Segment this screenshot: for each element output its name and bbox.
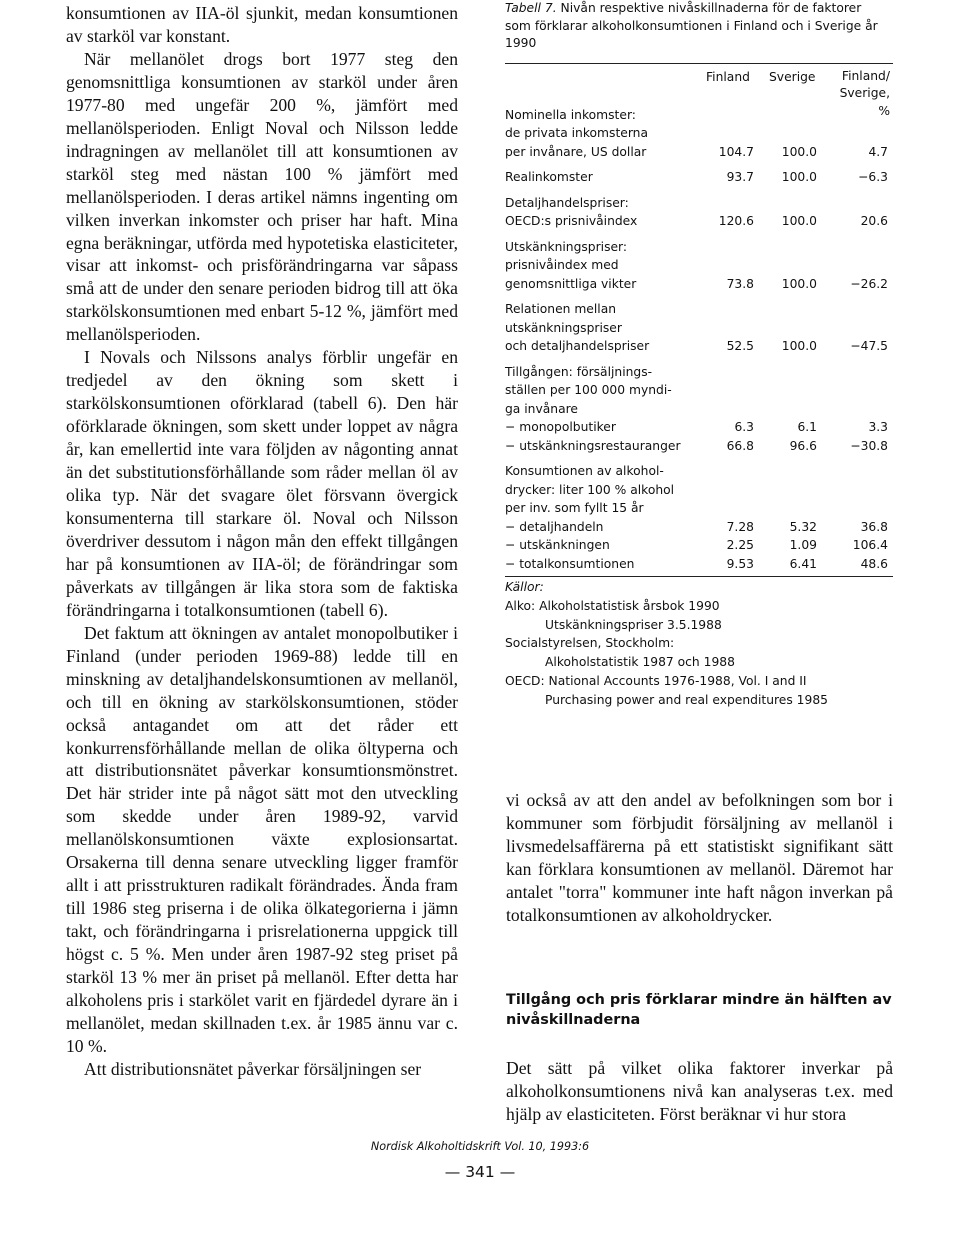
page-number: — 341 — <box>444 1163 516 1181</box>
col-header-finland: Finland <box>706 69 750 84</box>
source-line: OECD: National Accounts 1976-1988, Vol. I and II <box>505 673 807 688</box>
paragraph: konsumtionen av IIA-öl sjunkit, medan konsumtionen av starköl var konstant. <box>66 3 458 46</box>
table-caption <box>505 0 890 53</box>
table-row: − monopolbutiker 6.3 6.1 3.3 <box>505 420 888 435</box>
table-rule <box>505 576 893 577</box>
source-line: Socialstyrelsen, Stockholm: <box>505 636 675 651</box>
source-line: Purchasing power and real expenditures 1985 <box>545 692 828 707</box>
source-line: Alkoholstatistik 1987 och 1988 <box>545 655 735 670</box>
col-header-ratio: Finland/ Sverige, % <box>839 68 890 118</box>
table-row: Konsumtionen av alkohol- drycker: liter 100 % alkohol per inv. som fyllt 15 år <box>505 464 675 516</box>
table-row: Detaljhandelspriser: OECD:s prisnivåindex 120.6 100.0 20.6 <box>505 195 888 229</box>
right-column-lower <box>506 1057 893 1126</box>
paragraph: När mellanölet drogs bort 1977 steg den genomsnittliga konsumtionen av starköl under åren 1977-80 med ungefär 200 %, jämfört med mellanölsperioden. Enligt Noval och Nilsson ledde indragningen av mellanölet till att konsumtionen av starköl steg med nästan 100 % jämfört med mellanölsperioden. I deras artikel nämns ingenting om vilken inverkan inkomster och priser har haft. Mina egna beräkningar, utförda med hypotetiska elasticiteter, visar att inkomst- och prisförändringarna var såpass små att de under den senare perioden bidrog till att öka starkölskonsumtionen med enbart 5-12 %, jämfört med mellanölsperioden. <box>66 48 458 345</box>
paragraph: vi också av att den andel av befolkningen som bor i kommuner som förbjudit försäljning av mellanöl i livsmedelsaffärerna på ett statistiskt signifikant sätt kan förklara konsumtionen av mellanöl. Däremot har antalet "torra" kommuner inte haft någon inverkan på totalkonsumtionen av alkoholdrycker. <box>506 790 893 925</box>
source-line: Alko: Alkoholstatistisk årsbok 1990 <box>505 598 720 613</box>
paragraph: Att distributionsnätet påverkar försäljningen ser <box>84 1058 422 1079</box>
table-row: − totalkonsumtionen 9.53 6.41 48.6 <box>505 556 888 571</box>
paragraph: I Novals och Nilssons analys förblir ungefär en tredjedel av den ökning som skett i starkölskonsumtionen oförklarad (tabell 6). Den här oförklarade ökningen, som skett under loppet av några år, kan emellertid inte vara följden av någonting annat än det substitutionsförhållande som råder mellan öl av olika typ. När det svagare ölet försvann övergick konsumenterna till starkare öl. Noval och Nilsson överdriver dessutom i någon mån den effekt tillgången har på konsumtionen av IIA-öl; de förändringar som påverkats av tillgången är lika stora som de faktiska förändringarna i totalkonsumtionen (tabell 6). <box>66 347 458 620</box>
table-row: Realinkomster 93.7 100.0 −6.3 <box>505 170 888 185</box>
right-column <box>506 789 893 927</box>
col-header-sverige: Sverige <box>769 69 816 84</box>
table-caption-text: Nivån respektive nivåskillnaderna för de faktorer som förklarar alkoholkonsumtionen i Finland och i Sverige år 1990 <box>505 1 878 51</box>
left-column <box>66 2 458 1081</box>
table-label: Tabell 7. <box>505 1 557 15</box>
table-row: Relationen mellan utskänkningspriser och detaljhandelspriser 52.5 100.0 −47.5 <box>505 302 888 354</box>
table-row: − utskänkningen 2.25 1.09 106.4 <box>505 538 888 553</box>
source-line: Utskänkningspriser 3.5.1988 <box>545 617 722 632</box>
table-row: Nominella inkomster: de privata inkomsterna per invånare, US dollar 104.7 100.0 4.7 <box>505 107 888 159</box>
table-row: − detaljhandeln 7.28 5.32 36.8 <box>505 519 888 534</box>
table-row: Utskänkningspriser: prisnivåindex med genomsnittliga vikter 73.8 100.0 −26.2 <box>505 239 888 291</box>
paragraph: Det faktum att ökningen av antalet monopolbutiker i Finland (under perioden 1969-88) ledde till en minskning av detaljhandelskonsumtionen av mellanöl, och till en ökning av starkölskonsumtionen, stöder också antagandet om att det råder ett konkurrensförhållande mellan de olika öltyperna och att distributionsnätet påverkar konsumtionsmönstret. Det här strider inte på något sätt mot den utveckling som skedde under åren 1989-92, varvid mellanölskonsumtionen växte explosionsartat. Orsakerna till denna senare utveckling ligger framför allt i att prisstrukturen radikalt förändrades. Ända fram till 1986 steg priserna i de olika ölkategorierna i jämn takt, och förändringarna i prisrelationerna uppgick till högst c. 5 %. Men under åren 1987-92 steg priset på starköl 13 % mer än priset på mellanöl. Efter detta har alkoholens pris i starkölet varit en fjärdedel dyrare än i mellanölet, medan skillnaden t.ex. år 1985 ännu var c. 10 %. <box>66 622 458 1056</box>
section-heading: Tillgång och pris förklarar mindre än hälften av nivåskillnaderna <box>506 992 892 1028</box>
paragraph: Det sätt på vilket olika faktorer inverkar på alkoholkonsumtionens nivå kan analyseras t.ex. med hjälp av elasticiteten. Först beräknar vi hur stora <box>506 1058 893 1124</box>
table-sources <box>505 578 890 709</box>
journal-footer: Nordisk Alkoholtidskrift Vol. 10, 1993:6 <box>370 1140 590 1153</box>
table-7 <box>505 0 890 709</box>
table-row: Tillgången: försäljnings- ställen per 100 000 myndi- ga invånare <box>505 364 672 416</box>
table-row: − utskänkningsrestauranger 66.8 96.6 −30.8 <box>505 438 888 453</box>
sources-label: Källor: <box>505 580 544 595</box>
